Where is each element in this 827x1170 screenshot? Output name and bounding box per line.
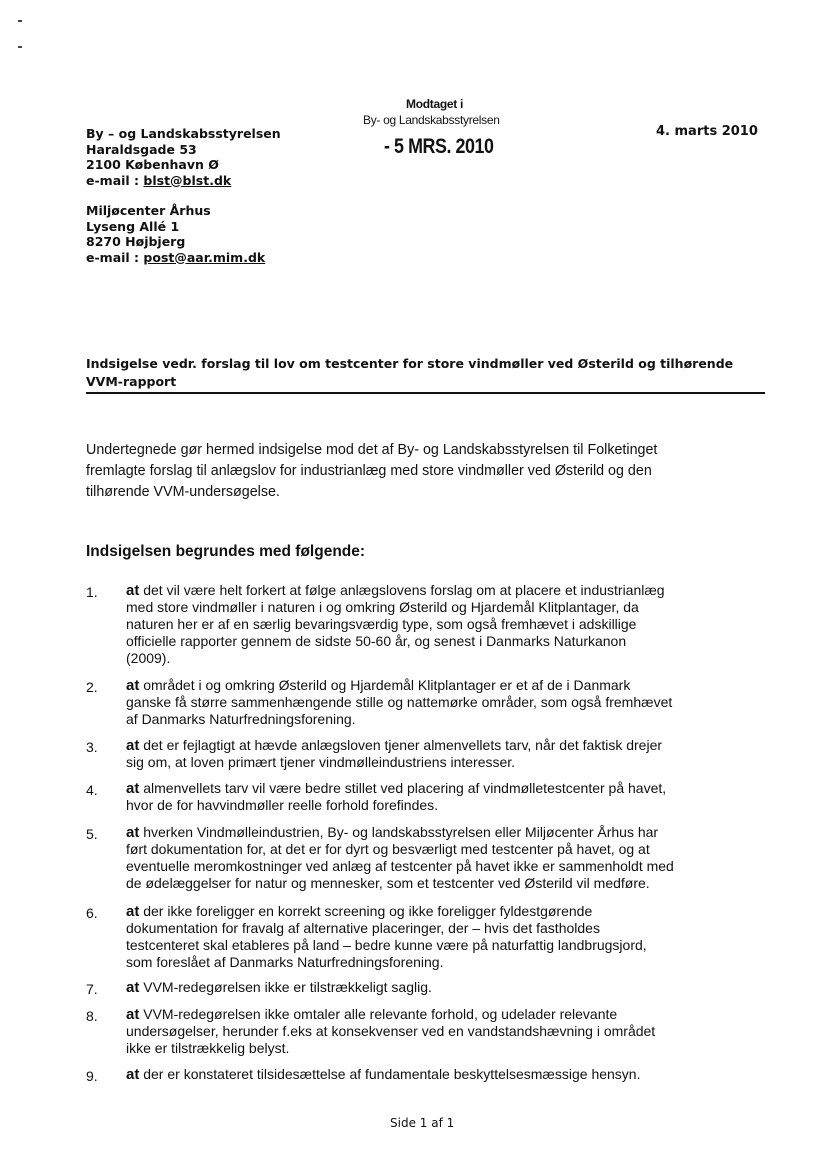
item-text: at hverken Vindmølleindustrien, By- og landskabsstyrelsen eller Miljøcenter Århus har ført dokumentation for, at det er for dyrt og besværligt med testcenter på havet, og at eventuelle meromkostninger ved anlæg af testcenter på havet ikke er sammenholdt med de ødelæggelser for natur og mennesker, som et testcenter ved Østerild vil medføre. <box>126 824 674 891</box>
recipient-city: 8270 Højbjerg <box>86 234 186 249</box>
intro-paragraph <box>86 440 786 503</box>
section-heading: Indsigelsen begrundes med følgende: <box>86 543 366 560</box>
item-text: at VVM-redegørelsen ikke omtaler alle relevante forhold, og udelader relevante undersøgelser, herunder f.eks at konsekvenser ved en vandstandshævning i området ikke er tilstrækkelig belyst. <box>126 1006 656 1056</box>
item-number: 6. <box>86 905 98 921</box>
email-link[interactable]: post@aar.mim.dk <box>143 249 266 265</box>
email-label: e-mail : <box>86 172 140 188</box>
stamp-received: Modtaget i <box>406 97 463 111</box>
recipient-city: 2100 København Ø <box>86 157 219 172</box>
subject-line-1: Indsigelse vedr. forslag til lov om testcenter for store vindmøller ved Østerild og tilhørende <box>86 356 734 371</box>
item-text: at VVM-redegørelsen ikke er tilstrækkeligt saglig. <box>126 979 432 996</box>
recipient-name: By – og Landskabsstyrelsen <box>86 126 281 141</box>
recipient-email-line <box>86 250 265 266</box>
item-number: 9. <box>86 1068 98 1084</box>
item-number: 2. <box>86 679 98 695</box>
item-number: 7. <box>86 981 98 997</box>
recipient-name: Miljøcenter Århus <box>86 203 211 218</box>
scan-mark <box>18 20 22 22</box>
recipient-address-1 <box>86 126 281 188</box>
scan-mark <box>18 46 22 48</box>
page-footer: Side 1 af 1 <box>390 1116 455 1130</box>
intro-line: fremlagte forslag til anlægslov for industrianlæg med store vindmøller ved Østerild og den <box>86 463 652 479</box>
intro-line: tilhørende VVM-undersøgelse. <box>86 484 280 500</box>
stamp-agency: By- og Landskabsstyrelsen <box>363 113 500 127</box>
recipient-street: Haraldsgade 53 <box>86 141 197 157</box>
item-text: at der er konstateret tilsidesættelse af fundamentale beskyttelsesmæssige hensyn. <box>126 1066 641 1083</box>
item-text: at der ikke foreligger en korrekt screening og ikke foreligger fyldestgørende dokumentation for fravalg af alternative placeringer, der – hvis det fastholdes testcenteret skal etableres på land – bedre kunne være på naturfattig landbrugsjord, som foreslået af Danmarks Naturfredningsforening. <box>126 903 647 970</box>
item-text: at det er fejlagtigt at hævde anlægsloven tjener almenvellets tarv, når det faktisk drejer sig om, at loven primært tjener vindmølleindustriens interesser. <box>126 737 663 770</box>
item-number: 4. <box>86 782 98 798</box>
item-number: 8. <box>86 1008 98 1024</box>
item-number: 3. <box>86 739 98 755</box>
letter-date: 4. marts 2010 <box>656 124 758 139</box>
item-text: at området i og omkring Østerild og Hjardemål Klitplantager er et af de i Danmark ganske få større sammenhængende stille og nattemørke områder, som også fremhævet af Danmarks Naturfredningsforening. <box>126 677 673 727</box>
recipient-email-line <box>86 173 281 189</box>
recipient-street: Lyseng Allé 1 <box>86 218 180 234</box>
recipient-address-2 <box>86 203 265 265</box>
subject-line-2: VVM-rapport <box>86 374 177 389</box>
subject <box>86 355 786 391</box>
subject-rule <box>86 392 765 394</box>
stamp-date: - 5 MRS. 2010 <box>384 135 494 158</box>
item-number: 1. <box>86 584 98 600</box>
email-link[interactable]: blst@blst.dk <box>143 172 232 188</box>
email-label: e-mail : <box>86 249 140 265</box>
item-number: 5. <box>86 826 98 842</box>
item-text: at almenvellets tarv vil være bedre stillet ved placering af vindmølletestcenter på havet, hvor de for havvindmøller reelle forhold forefindes. <box>126 780 667 813</box>
intro-line: Undertegnede gør hermed indsigelse mod det af By- og Landskabsstyrelsen til Folketinget <box>86 442 658 458</box>
item-text: at det vil være helt forkert at følge anlægslovens forslag om at placere et industrianlæg med store vindmøller i naturen i og omkring Østerild og Hjardemål Klitplantager, da naturen her er af en særlig bevaringsværdig type, som også fremhævet i adskillige officielle rapporter gennem de sidste 50-60 år, og senest i Danmarks Naturkanon (2009). <box>126 582 665 666</box>
